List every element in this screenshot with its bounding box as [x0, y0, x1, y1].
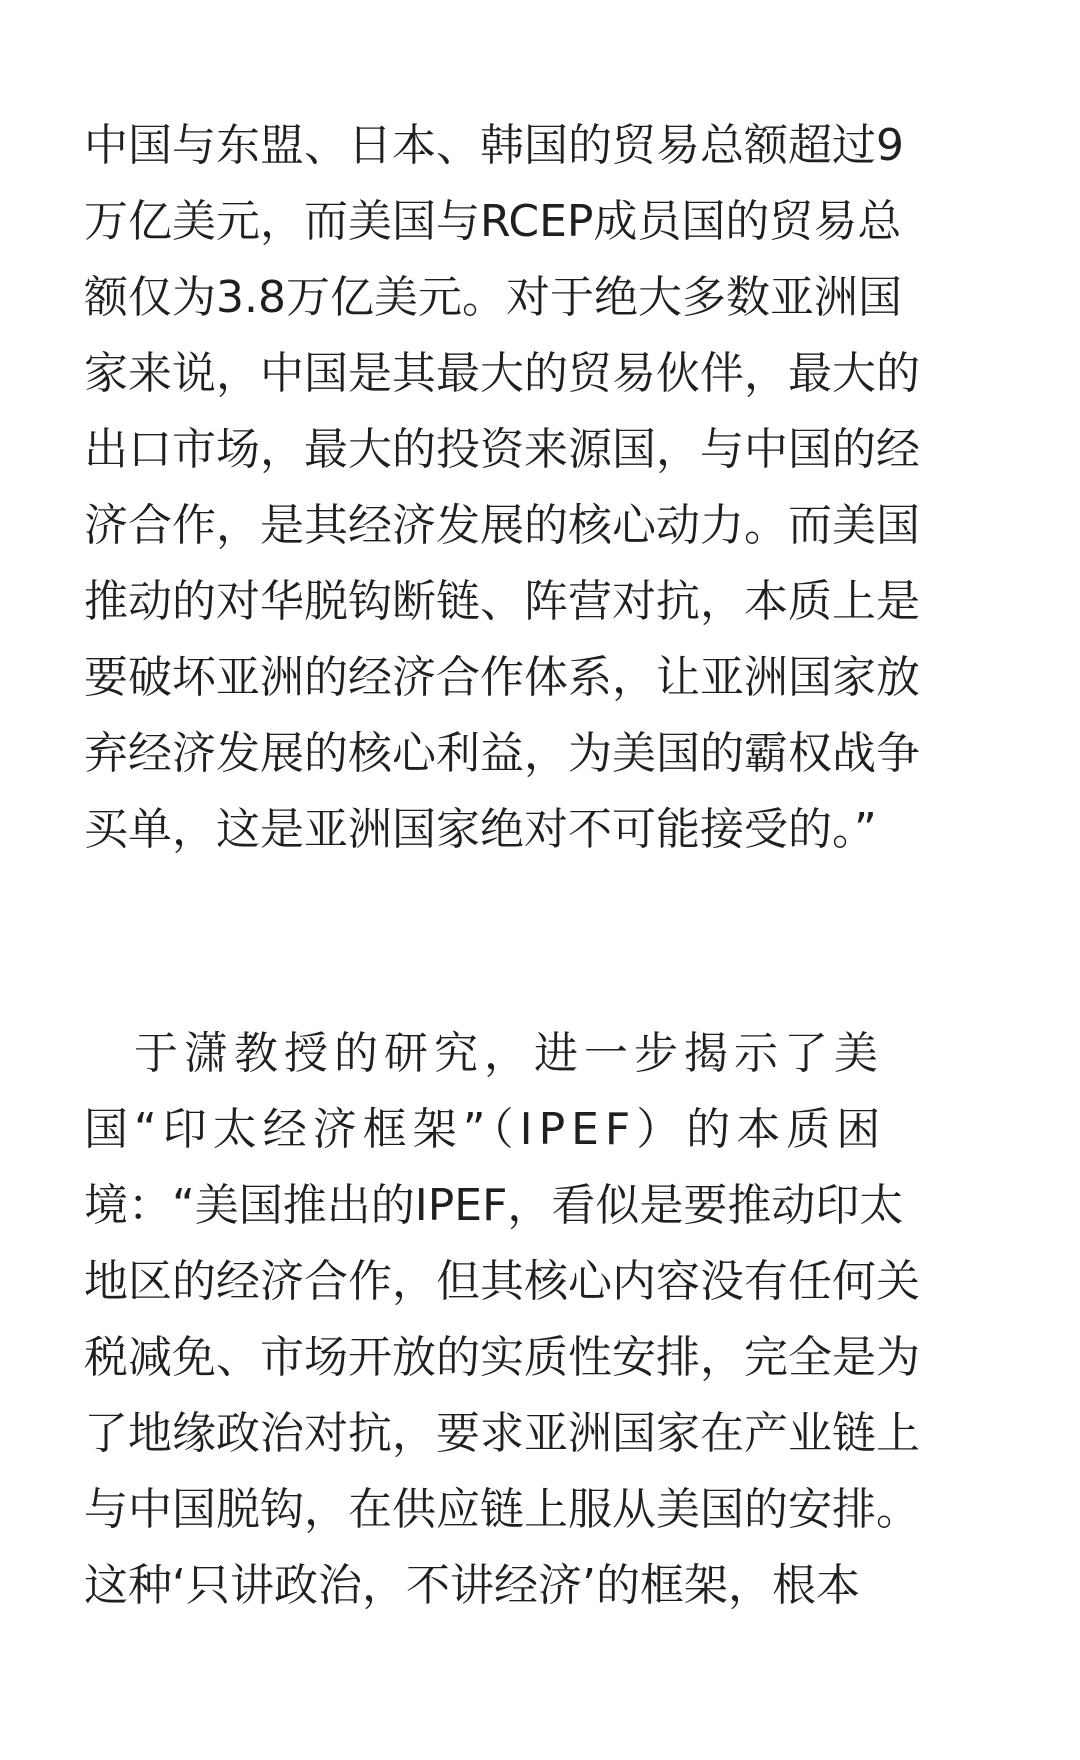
paragraph-line: 国“印太经济框架”（IPEF）的本质困 [84, 1104, 887, 1155]
paragraph-line: 境：“美国推出的IPEF，看似是要推动印太 [84, 1180, 904, 1231]
paragraph-line: 与中国脱钩，在供应链上服从美国的安排。 [84, 1484, 920, 1535]
paragraph-line: 弃经济发展的核心利益，为美国的霸权战争 [84, 728, 920, 779]
paragraph-line: 这种‘只讲政治，不讲经济’的框架，根本 [84, 1560, 860, 1611]
article-body [84, 0, 1002, 1760]
paragraph-line: 出口市场，最大的投资来源国，与中国的经 [84, 424, 920, 475]
paragraph-line: 万亿美元，而美国与RCEP成员国的贸易总 [84, 196, 902, 247]
paragraph-line: 于潇教授的研究，进一步揭示了美 [84, 1028, 884, 1079]
paragraph-line: 济合作，是其经济发展的核心动力。而美国 [84, 500, 920, 551]
paragraph-line: 要破坏亚洲的经济合作体系，让亚洲国家放 [84, 652, 920, 703]
paragraph-line: 家来说，中国是其最大的贸易伙伴，最大的 [84, 348, 920, 399]
paragraph-line: 了地缘政治对抗，要求亚洲国家在产业链上 [84, 1408, 920, 1459]
paragraph-line: 地区的经济合作，但其核心内容没有任何关 [84, 1256, 920, 1307]
paragraph-line: 额仅为3.8万亿美元。对于绝大多数亚洲国 [84, 272, 902, 323]
paragraph-line: 税减免、市场开放的实质性安排，完全是为 [84, 1332, 920, 1383]
paragraph-line: 推动的对华脱钩断链、阵营对抗，本质上是 [84, 576, 920, 627]
paragraph-line: 中国与东盟、日本、韩国的贸易总额超过9 [84, 120, 904, 171]
paragraph-line: 买单，这是亚洲国家绝对不可能接受的。” [84, 804, 877, 855]
